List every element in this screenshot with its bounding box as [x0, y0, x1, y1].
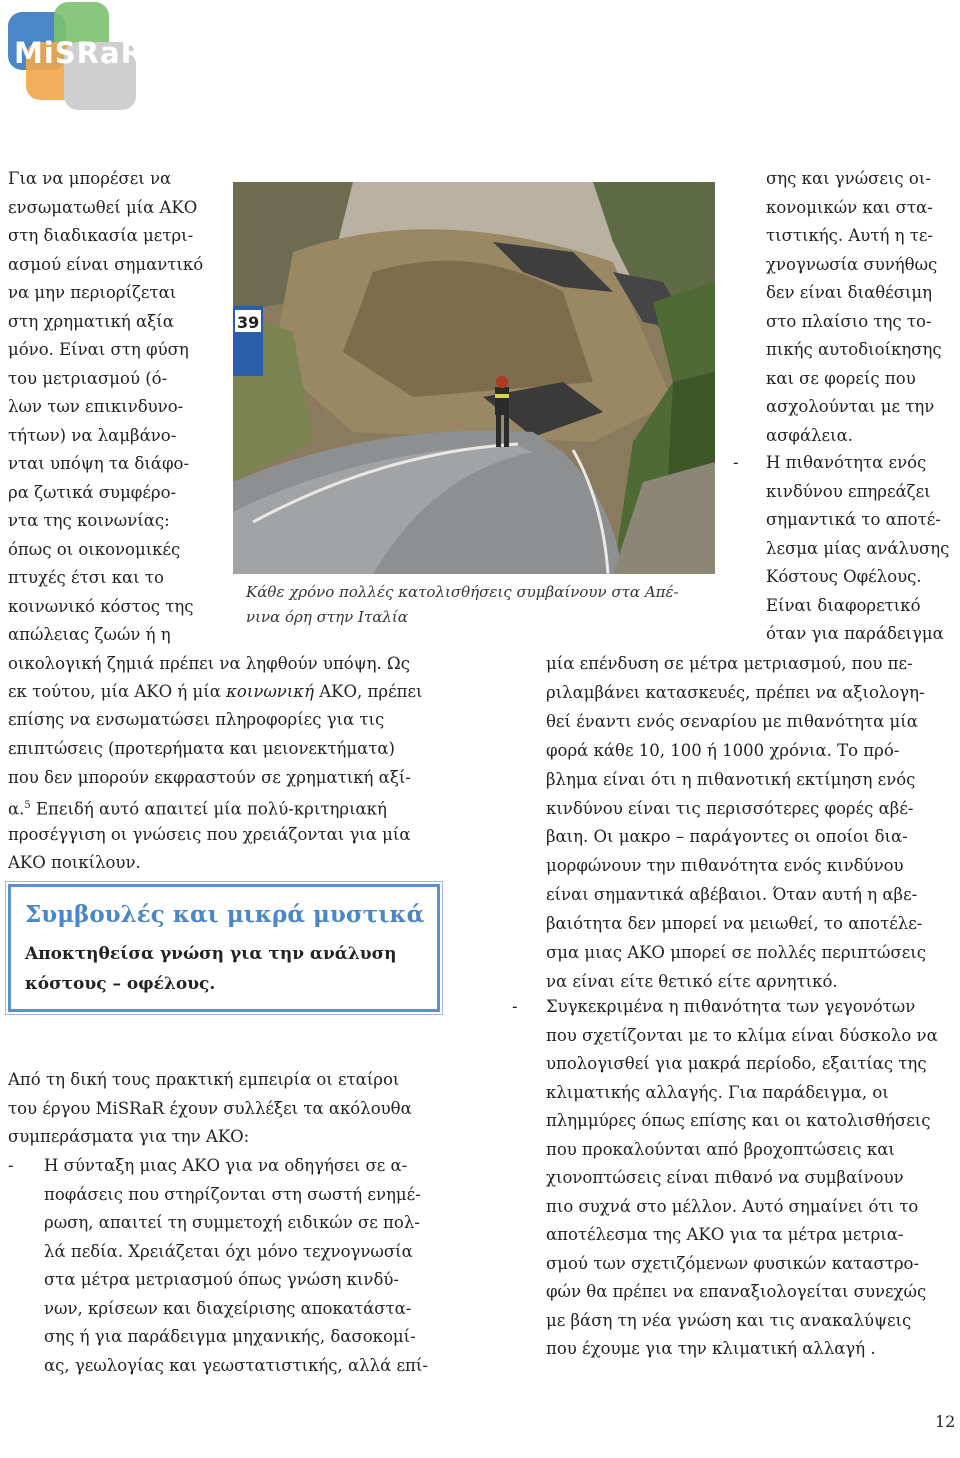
- bullet-dash: -: [8, 1156, 14, 1175]
- text-line: όπως οι οικονομικές: [8, 539, 181, 559]
- paragraph-line: οικολογική ζημιά πρέπει να ληφθούν υπόψη. Ως: [8, 654, 410, 673]
- text-line: στη χρηματική αξία: [8, 311, 174, 331]
- page-number: 12: [935, 1412, 956, 1431]
- text-line: Συγκεκριμένα η πιθανότητα των γεγονότων: [546, 997, 916, 1016]
- text-line: φορά κάθε 10, 100 ή 1000 χρόνια. Το πρό-: [546, 740, 900, 760]
- text-line: σμα μιας ΑΚΟ μπορεί σε πολλές περιπτώσεις: [546, 943, 926, 962]
- text-line: ποφάσεις που στηρίζονται στη σωστή ενημέ-: [44, 1184, 421, 1204]
- text-line: ασχολούνται με την: [766, 397, 935, 416]
- text-line: πτυχές έτσι και το: [8, 568, 164, 587]
- paragraph-line: ΑΚΟ ποικίλουν.: [8, 853, 141, 872]
- paragraph-line: προσέγγιση οι γνώσεις που χρειάζονται για μία: [8, 825, 411, 844]
- text-line: υπολογισθεί για μακρά περίοδο, εξαιτίας της: [546, 1054, 927, 1073]
- text-line: που έχουμε για την κλιματική αλλαγή .: [546, 1339, 876, 1358]
- text-line: Είναι διαφορετικό: [766, 595, 921, 615]
- paragraph-line: που δεν μπορούν εκφραστούν σε χρηματική αξί-: [8, 768, 411, 787]
- text-line: βλημα είναι ότι η πιθανοτική εκτίμηση ενός: [546, 769, 916, 789]
- text-line: ασμού είναι σημαντικό: [8, 254, 204, 274]
- text-line: χιονοπτώσεις είναι πιθανό να συμβαίνουν: [546, 1168, 904, 1187]
- bullet-dash: -: [733, 453, 739, 472]
- text-line: κοινωνικό κόστος της: [8, 596, 194, 616]
- text-line: με βάση τη νέα γνώση και τις ανακαλύψεις: [546, 1310, 912, 1330]
- text-line: κινδύνου είναι τις περισσότερες φορές αβέ-: [546, 798, 914, 818]
- text-line: Η πιθανότητα ενός: [766, 453, 927, 472]
- text-line: του έργου MiSRaR έχουν συλλέξει τα ακόλουθα: [8, 1098, 412, 1118]
- paragraph-line: εκ τούτου, μία ΑΚΟ ή μία κοινωνική ΑΚΟ, πρέπει: [8, 682, 423, 701]
- text-line: απώλειας ζωών ή η: [8, 625, 171, 644]
- text-line: συμπεράσματα για την ΑΚΟ:: [8, 1127, 250, 1146]
- text-line: νται υπόψη τα διάφο-: [8, 454, 190, 473]
- text-line: νων, κρίσεων και διαχείρισης αποκατάστα-: [44, 1298, 412, 1318]
- text-line: Κόστους Οφέλους.: [766, 567, 922, 586]
- text-line: βαιη. Οι μακρο – παράγοντες οι οποίοι δια-: [546, 827, 908, 847]
- text-line: πικής αυτοδιοίκησης: [766, 340, 942, 359]
- logo-brand-text: MiSRaR: [14, 36, 144, 70]
- text-line: πλημμύρες όπως επίσης και οι κατολισθήσεις: [546, 1111, 931, 1130]
- text-line: τιστικής. Αυτή η τε-: [766, 226, 933, 245]
- text-line: στη διαδικασία μετρι-: [8, 226, 194, 245]
- text-line: και σε φορείς που: [766, 368, 916, 388]
- text-line: φών θα πρέπει να επαναξιολογείται συνεχώς: [546, 1282, 927, 1301]
- photo-caption-line-1: Κάθε χρόνο πολλές κατολισθήσεις συμβαίνουν στα Απέ-: [246, 583, 679, 601]
- text-line: που προκαλούνται από βροχοπτώσεις και: [546, 1139, 895, 1159]
- text-line: θεί έναντι ενός σεναρίου με πιθανότητα μία: [546, 711, 918, 731]
- text-line: σμού των σχετιζόμενων φυσικών καταστρο-: [546, 1253, 920, 1273]
- text-line: λων των επικινδυνο-: [8, 397, 184, 416]
- photo-caption-line-2: νινα όρη στην Ιταλία: [246, 608, 408, 626]
- text-line: μία επένδυση σε μέτρα μετριασμού, που πε-: [546, 654, 913, 673]
- text-line: βαιότητα δεν μπορεί να μειωθεί, το αποτέλε-: [546, 914, 923, 934]
- text-line: Από τη δική τους πρακτική εμπειρία οι εταίροι: [8, 1070, 400, 1089]
- text-line: πιο συχνά στο μέλλον. Αυτό σημαίνει ότι το: [546, 1196, 919, 1216]
- text-line: δεν είναι διαθέσιμη: [766, 283, 933, 302]
- text-line: σης και γνώσεις οι-: [766, 169, 931, 188]
- text-line: του μετριασμού (ό-: [8, 368, 168, 388]
- tips-box: [8, 884, 440, 1012]
- text-line: κονομικών και στα-: [766, 197, 933, 217]
- road-sign-number: 39: [237, 313, 260, 332]
- text-line: όταν για παράδειγμα: [766, 624, 944, 643]
- tips-title: Συμβουλές και μικρά μυστικά: [25, 901, 425, 928]
- text-line: λά πεδία. Χρειάζεται όχι μόνο τεχνογνωσία: [44, 1241, 413, 1261]
- text-line: να είναι είτε θετικό είτε αρνητικό.: [546, 971, 838, 991]
- text-line: χνογνωσία συνήθως: [766, 254, 938, 274]
- text-line: Η σύνταξη μιας ΑΚΟ για να οδηγήσει σε α-: [44, 1156, 408, 1175]
- text-line: τήτων) να λαμβάνο-: [8, 425, 177, 445]
- text-line: ασφάλεια.: [766, 425, 853, 445]
- text-line: που σχετίζονται με το κλίμα είναι δύσκολο να: [546, 1025, 938, 1045]
- bullet-dash: -: [512, 997, 518, 1016]
- text-line: στα μέτρα μετριασμού όπως γνώση κινδύ-: [44, 1270, 399, 1289]
- text-line: σης ή για παράδειγμα μηχανικής, δασοκομί-: [44, 1327, 416, 1346]
- text-line: ντα της κοινωνίας:: [8, 511, 170, 530]
- text-line: είναι σημαντικά αβέβαιοι. Όταν αυτή η αβε-: [546, 885, 918, 905]
- text-line: ρα ζωτικά συμφέρο-: [8, 482, 177, 502]
- paragraph-line: επίσης να ενσωματώσει πληροφορίες για τις: [8, 710, 385, 729]
- text-line: ρωση, απαιτεί τη συμμετοχή ειδικών σε πολ-: [44, 1213, 420, 1232]
- misrar-logo: [6, 2, 144, 110]
- paragraph-line: α.$^5$ Επειδή αυτό απαιτεί μία πολύ-κριτηριακή: [8, 799, 387, 819]
- text-line: κλιματικής αλλαγής. Για παράδειγμα, οι: [546, 1082, 889, 1102]
- landslide-photo: [233, 182, 715, 574]
- text-line: λεσμα μίας ανάλυσης: [766, 538, 950, 558]
- text-line: ριλαμβάνει κατασκευές, πρέπει να αξιολογη-: [546, 682, 925, 702]
- text-line: μόνο. Είναι στη φύση: [8, 340, 189, 359]
- text-line: Για να μπορέσει να: [8, 169, 172, 188]
- text-line: μορφώνουν την πιθανότητα ενός κινδύνου: [546, 856, 904, 876]
- text-line: ας, γεωλογίας και γεωστατιστικής, αλλά επί-: [44, 1355, 428, 1375]
- text-line: να μην περιορίζεται: [8, 283, 177, 302]
- text-line: αποτέλεσμα της ΑΚΟ για τα μέτρα μετρια-: [546, 1225, 904, 1244]
- text-line: στο πλαίσιο της το-: [766, 311, 932, 331]
- paragraph-line: επιπτώσεις (προτερήματα και μειονεκτήματα): [8, 739, 395, 758]
- text-line: κινδύνου επηρεάζει: [766, 481, 931, 501]
- text-line: σημαντικά το αποτέ-: [766, 510, 941, 529]
- tips-subtitle: Αποκτηθείσα γνώση για την ανάλυση κόστους – οφέλους.: [25, 944, 397, 994]
- text-line: ενσωματωθεί μία ΑΚΟ: [8, 197, 198, 217]
